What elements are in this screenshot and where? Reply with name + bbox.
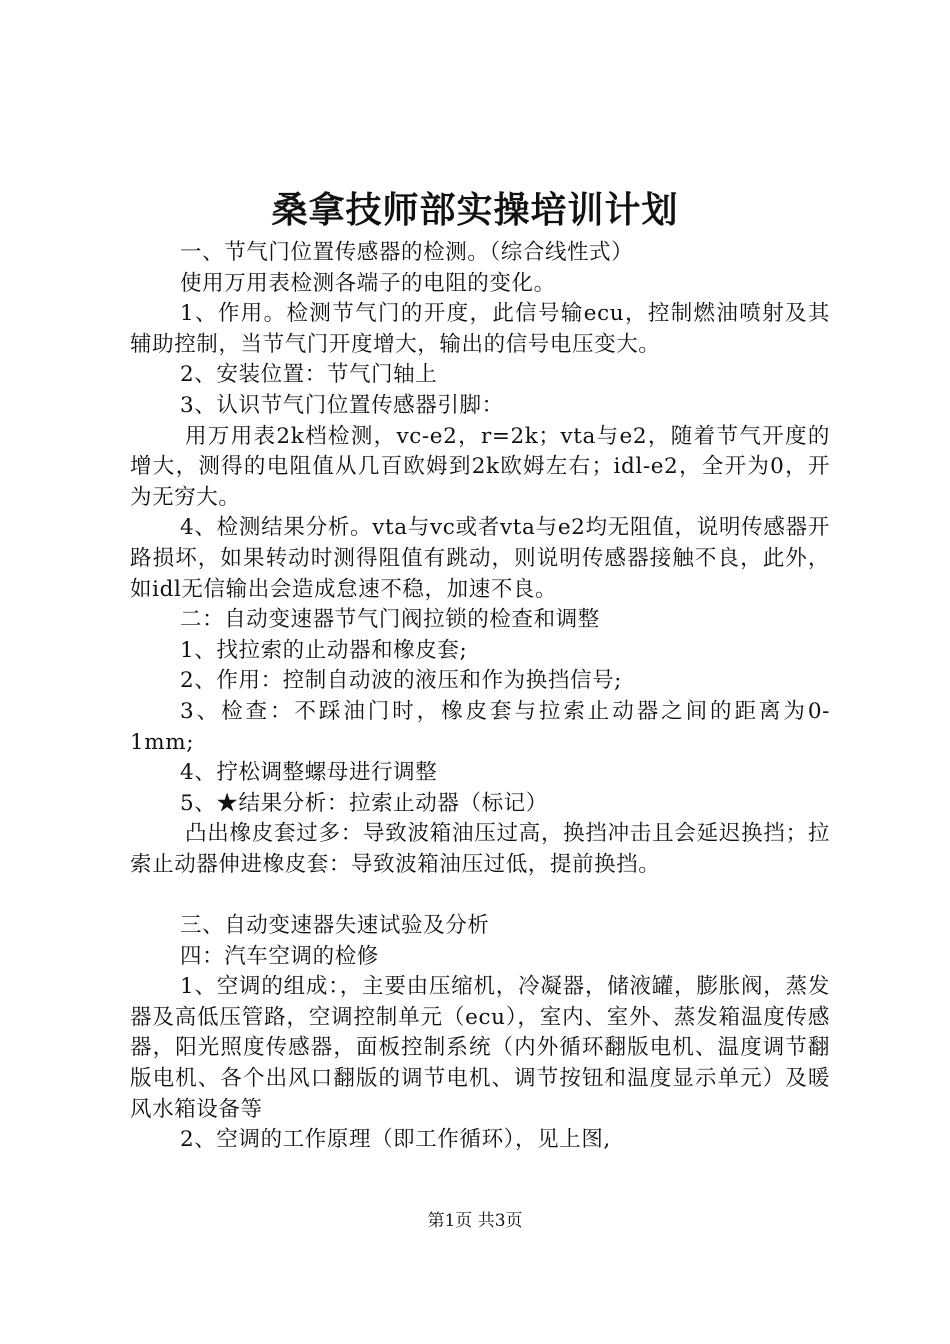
document-title: 桑拿技师部实操培训计划 (271, 189, 679, 231)
paragraph: 2、安装位置：节气门轴上 (180, 362, 438, 388)
paragraph: 用万用表2k档检测，vc-e2，r=2k；vta与e2，随着节气开度的增大，测得的电阻值从几百欧姆到2k欧姆左右；idl-e2，全开为0，开为无穷大。 (130, 423, 830, 510)
paragraph: 凸出橡皮套过多：导致波箱油压过高，换挡冲击且会延迟换挡；拉索止动器伸进橡皮套：导致波箱油压过低，提前换挡。 (130, 821, 830, 877)
section-heading: 四：汽车空调的检修 (180, 943, 379, 969)
paragraph: 一、节气门位置传感器的检测。（综合线性式） (180, 240, 634, 265)
paragraph: 4、拧松调整螺母进行调整 (180, 760, 438, 786)
section-heading: 三、自动变速器失速试验及分析 (180, 913, 490, 939)
paragraph: 使用万用表检测各端子的电阻的变化。 (180, 270, 556, 296)
paragraph: 1、找拉索的止动器和橡皮套; (180, 637, 468, 663)
page-footer: 第1页 共3页 (427, 1211, 523, 1231)
paragraph: 5、★结果分析：拉索止动器（标记） (180, 790, 548, 816)
paragraph: 1、空调的组成：，主要由压缩机，冷凝器，储液罐，膨胀阀，蒸发器及高低压管路，空调控制单元（ecu），室内、室外、蒸发箱温度传感器，阳光照度传感器，面板控制系统（内外循环翻版电机、温度调节翻版电机、各个出风口翻版的调节电机、调节按钮和温度显示单元）及暖风水箱设备等 (130, 974, 830, 1122)
blank-line (130, 880, 830, 911)
paragraph: 3、检查：不踩油门时，橡皮套与拉索止动器之间的距离为0-1mm; (130, 698, 830, 755)
paragraph: 3、认识节气门位置传感器引脚： (180, 392, 504, 418)
document-body (130, 238, 830, 1156)
paragraph: 4、检测结果分析。vta与vc或者vta与e2均无阻值，说明传感器开路损坏，如果转动时测得阻值有跳动，则说明传感器接触不良，此外，如idl无信输出会造成怠速不稳，加速不良。 (130, 515, 830, 602)
paragraph: 2、作用：控制自动波的液压和作为换挡信号; (180, 668, 623, 694)
paragraph: 1、作用。检测节气门的开度，此信号输ecu，控制燃油喷射及其辅助控制，当节气门开度增大，输出的信号电压变大。 (130, 301, 830, 357)
paragraph: 2、空调的工作原理（即工作循环），见上图, (180, 1127, 611, 1153)
section-heading: 二：自动变速器节气门阀拉锁的检查和调整 (180, 607, 600, 633)
